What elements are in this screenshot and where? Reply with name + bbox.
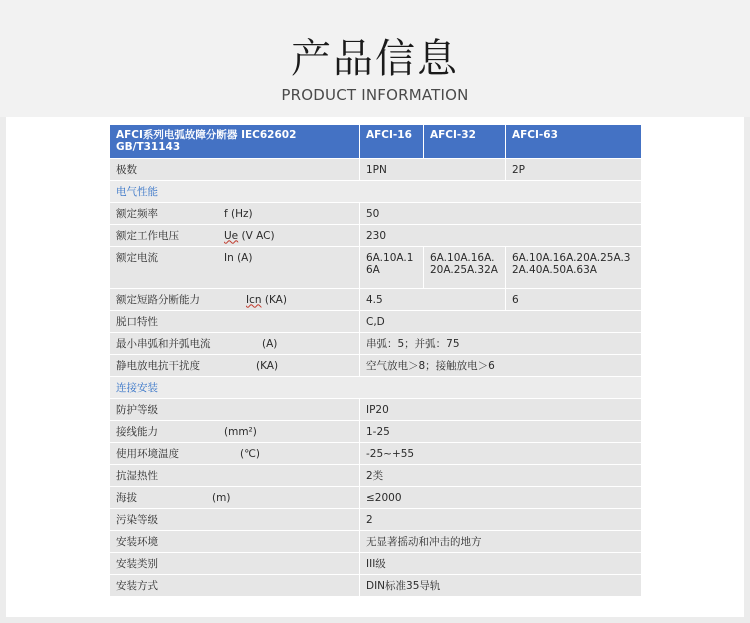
row-label: 安装环境 — [110, 531, 360, 553]
row-label-cell — [110, 355, 360, 377]
table-row — [110, 159, 642, 181]
row-value: 2P — [506, 159, 642, 181]
model-header-afci-32: AFCI-32 — [424, 125, 506, 159]
section-title-electrical: 电气性能 — [110, 181, 642, 203]
row-unit: (m) — [212, 491, 231, 504]
row-value: 6 — [506, 289, 642, 311]
row-label: 防护等级 — [110, 399, 360, 421]
model-header-afci-16: AFCI-16 — [360, 125, 424, 159]
row-value: III级 — [360, 553, 642, 575]
row-unit: (mm²) — [224, 425, 257, 438]
page-title: 产品信息 — [291, 36, 459, 82]
table-header-row — [110, 125, 642, 159]
row-unit: (A) — [262, 337, 278, 350]
table-row — [110, 203, 642, 225]
value-afci-63: 6A.10A.16A.20A.25A.32A.40A.50A.63A — [506, 247, 642, 289]
unit-rest: (V AC) — [238, 229, 275, 242]
product-spec-table — [109, 124, 642, 597]
table-row — [110, 553, 642, 575]
row-label: 额定短路分断能力 — [116, 293, 200, 306]
table-row — [110, 399, 642, 421]
table-row — [110, 421, 642, 443]
table-row — [110, 247, 642, 289]
row-value: 1-25 — [360, 421, 642, 443]
row-value: C,D — [360, 311, 642, 333]
table-row — [110, 575, 642, 597]
section-title-install: 连接安装 — [110, 377, 642, 399]
row-label: 抗湿热性 — [110, 465, 360, 487]
row-label: 使用环境温度 — [116, 447, 179, 460]
row-label: 额定频率 — [116, 207, 158, 220]
row-label: 额定工作电压 — [116, 229, 179, 242]
row-label: 安装方式 — [110, 575, 360, 597]
row-label: 接线能力 — [116, 425, 158, 438]
value-afci-16: 6A.10A.16A — [360, 247, 424, 289]
table-row — [110, 465, 642, 487]
row-value: ≤2000 — [360, 487, 642, 509]
row-value: -25~+55 — [360, 443, 642, 465]
row-value: 230 — [360, 225, 642, 247]
unit-symbol: Icn — [246, 293, 262, 306]
unit-rest: (KA) — [261, 293, 287, 306]
table-row — [110, 531, 642, 553]
table-row — [110, 333, 642, 355]
row-label-cell — [110, 333, 360, 355]
row-unit: f (Hz) — [224, 207, 253, 220]
row-value: 空气放电＞8；接触放电＞6 — [360, 355, 642, 377]
row-value: 串弧：5；并弧：75 — [360, 333, 642, 355]
row-label: 静电放电抗干扰度 — [116, 359, 200, 372]
table-row — [110, 443, 642, 465]
unit-symbol: Ue — [224, 229, 239, 242]
table-row — [110, 487, 642, 509]
row-value: 4.5 — [360, 289, 506, 311]
value-afci-32: 6A.10A.16A.20A.25A.32A — [424, 247, 506, 289]
model-header-afci-63: AFCI-63 — [506, 125, 642, 159]
row-label-cell — [110, 289, 360, 311]
row-unit: In (A) — [224, 252, 253, 264]
row-label: 极数 — [110, 159, 360, 181]
row-value: IP20 — [360, 399, 642, 421]
row-label-cell — [110, 487, 360, 509]
row-unit: (KA) — [256, 359, 279, 372]
row-label: 额定电流 — [116, 252, 158, 264]
table-row — [110, 355, 642, 377]
row-value: 2类 — [360, 465, 642, 487]
row-label-cell — [110, 203, 360, 225]
row-label: 污染等级 — [110, 509, 360, 531]
table-row — [110, 311, 642, 333]
row-label: 最小串弧和并弧电流 — [116, 337, 211, 350]
section-row — [110, 377, 642, 399]
series-header-cell: AFCI系列电弧故障分断器 IEC62602 GB/T31143 — [110, 125, 360, 159]
table-row — [110, 289, 642, 311]
row-value: DIN标准35导轨 — [360, 575, 642, 597]
table-row — [110, 225, 642, 247]
row-label-cell — [110, 443, 360, 465]
table-row — [110, 509, 642, 531]
row-value: 50 — [360, 203, 642, 225]
page-header — [0, 0, 750, 117]
row-value: 1PN — [360, 159, 506, 181]
page-subtitle: PRODUCT INFORMATION — [281, 86, 469, 104]
section-row — [110, 181, 642, 203]
row-value: 无显著摇动和冲击的地方 — [360, 531, 642, 553]
row-label: 脱口特性 — [110, 311, 360, 333]
row-unit — [246, 294, 287, 306]
row-label-cell — [110, 225, 360, 247]
row-unit: (℃) — [240, 447, 260, 460]
row-label: 海拔 — [116, 491, 137, 504]
row-label: 安装类别 — [110, 553, 360, 575]
row-label-cell — [110, 421, 360, 443]
row-unit — [224, 230, 275, 242]
row-value: 2 — [360, 509, 642, 531]
row-label-cell — [110, 247, 360, 289]
